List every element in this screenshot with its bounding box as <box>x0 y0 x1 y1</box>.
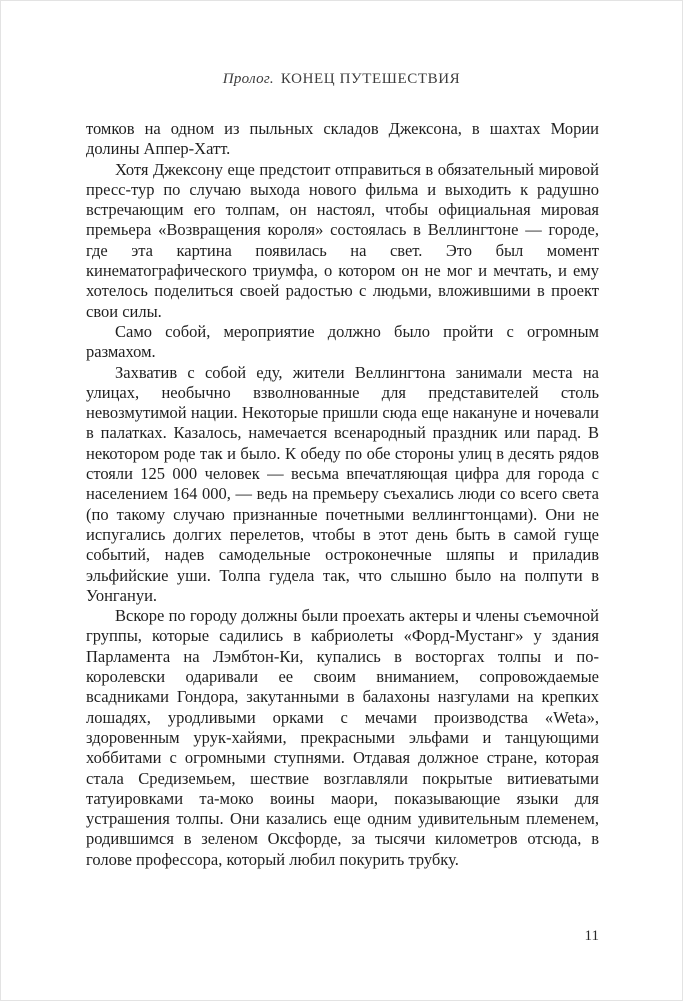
paragraph: Вскоре по городу должны были проехать актеры и члены съемочной группы, которые садились в кабриолеты «Форд-Мустанг» у здания Парламента на Лэмбтон-Ки, купались в восторгах толпы и по-королевски одаривали ее своим вниманием, сопровождаемые всадниками Гондора, закутанными в балахоны назгулами на крепких лошадях, уродливыми орками с мечами производства «Weta», здоровенным урук-хайями, прекрасными эльфами и танцующими хоббитами с огромными ступнями. Отдавая должное стране, которая стала Средиземьем, шествие возглавляли покрытые витиеватыми татуировками та-моко воины маори, показывающие языки для устрашения толпы. Они казались еще одним удивительным племенем, родившимся в зеленом Оксфорде, за тысячи километров отсюда, в голове профессора, который любил покурить трубку. <box>86 606 599 869</box>
running-head-prologue: Пролог. <box>222 71 274 87</box>
paragraph: Захватив с собой еду, жители Веллингтона занимали места на улицах, необычно взволнованные для представителей столь невозмутимой нации. Некоторые пришли сюда еще накануне и ночевали в палатках. Казалось, намечается всенародный праздник или парад. В некотором роде так и было. К обеду по обе стороны улиц в десять рядов стояли 125 000 человек — весьма впечатляющая цифра для города с населением 164 000, — ведь на премьеру съехались люди со всего света (по такому случаю признанные почетными веллингтонцами). Они не испугались долгих перелетов, чтобы в этот день быть в самой гуще событий, надев самодельные остроконечные шляпы и приладив эльфийские уши. Толпа гудела так, что слышно было на полпути в Уонгануи. <box>86 362 599 605</box>
running-head <box>1 71 682 88</box>
paragraph: Само собой, мероприятие должно было пройти с огромным размахом. <box>86 321 599 362</box>
page-number: 11 <box>584 928 599 944</box>
body-text <box>86 119 599 870</box>
running-head-chapter-title: КОНЕЦ ПУТЕШЕСТВИЯ <box>280 71 461 87</box>
paragraph: Хотя Джексону еще предстоит отправиться в обязательный мировой пресс-тур по случаю выхода нового фильма и выходить к радушно встречающим его толпам, он настоял, чтобы официальная мировая премьера «Возвращения короля» состоялась в Веллингтоне — городе, где эта картина появилась на свет. Это был момент кинематографического триумфа, о котором он не мог и мечтать, и ему хотелось поделиться своей радостью с людьми, вложившими в проект свои силы. <box>86 159 599 321</box>
paragraph: томков на одном из пыльных складов Джексона, в шахтах Мории долины Аппер-Хатт. <box>86 119 599 159</box>
